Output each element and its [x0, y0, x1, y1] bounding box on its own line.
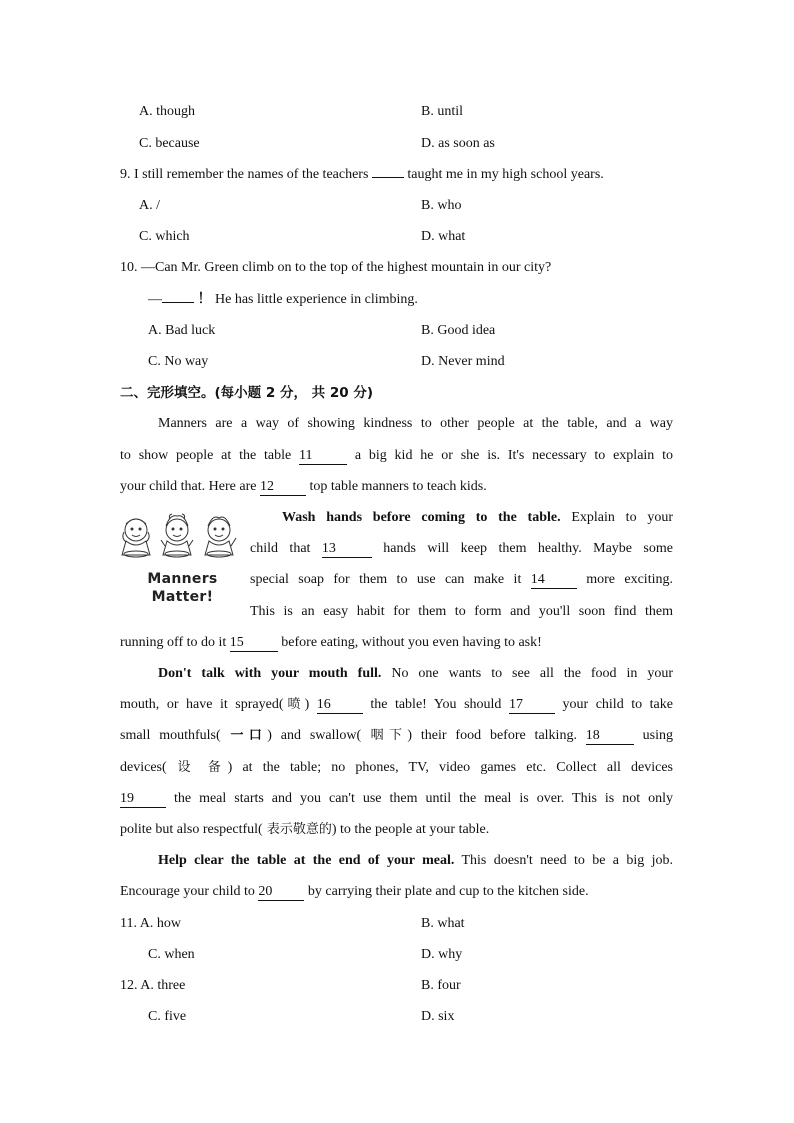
p3-line3-c: ) their food before talking. — [407, 728, 586, 743]
p2-line1 — [282, 509, 673, 527]
p3-line2-cn: 喷 — [283, 697, 305, 712]
q9-stem-pre: 9. I still remember the names of the teachers — [120, 167, 372, 182]
p1-line3-a: your child that. Here are — [120, 479, 260, 494]
p3-line3-cn2: 咽下 — [361, 728, 408, 743]
q10-option-b: B. Good idea — [421, 323, 496, 338]
p4-bold-heading: Help clear the table at the end of your meal. — [158, 853, 455, 868]
p2-line3-a: special soap for them to use can make it — [250, 572, 531, 587]
manners-matter-logo — [140, 570, 225, 606]
p2-line4: This is an easy habit for them to form and you'll soon find them — [250, 604, 673, 619]
blank-17: 17 — [509, 697, 555, 714]
p3-line2 — [120, 696, 673, 714]
q11-option-d: D. why — [421, 947, 463, 962]
blank-16: 16 — [317, 697, 363, 714]
blank-14: 14 — [531, 572, 577, 589]
blank-18: 18 — [586, 728, 634, 745]
q9-option-c: C. which — [139, 229, 190, 244]
p1-line2 — [120, 447, 673, 465]
q12-option-b: B. four — [421, 978, 461, 993]
p3-line6-a: polite but also respectful( — [120, 822, 263, 837]
blank-15: 15 — [230, 635, 278, 652]
logo-line2: Matter! — [151, 589, 214, 605]
p2-line5-b: before eating, without you even having to ask! — [277, 635, 542, 650]
p3-line2-a: mouth, or have it sprayed( — [120, 697, 284, 712]
p3-line4-a: devices( — [120, 760, 167, 775]
p4-line2-b: by carrying their plate and cup to the kitchen side. — [304, 884, 589, 899]
p3-bold-heading: Don't talk with your mouth full. — [158, 666, 382, 681]
p1-line3 — [120, 478, 673, 496]
p3-line1-rest: No one wants to see all the food in your — [381, 666, 674, 681]
logo-line1: Manners — [147, 571, 218, 587]
q12-option-c: C. five — [148, 1009, 187, 1024]
q9-blank — [372, 177, 404, 178]
q10-option-a: A. Bad luck — [148, 323, 216, 338]
blank-19: 19 — [120, 791, 166, 808]
p2-line5 — [120, 634, 673, 652]
q8-option-d: D. as soon as — [421, 136, 495, 151]
blank-13: 13 — [322, 541, 372, 558]
p4-line2-a: Encourage your child to — [120, 884, 259, 899]
q9-stem-post: taught me in my high school years. — [403, 167, 604, 182]
q9-option-b: B. who — [421, 198, 462, 213]
p2-line2 — [250, 540, 673, 558]
p3-line2-b: ) — [304, 697, 317, 712]
q11-option-a: 11. A. how — [120, 916, 181, 931]
p4-line2 — [120, 883, 673, 901]
p3-line2-d: your child to take — [554, 697, 673, 712]
q8-option-b: B. until — [421, 104, 464, 119]
q11-option-b: B. what — [421, 916, 465, 931]
p1-line2-b: a big kid he or she is. It's necessary to explain to — [347, 448, 674, 463]
q8-option-a: A. though — [139, 104, 195, 119]
p2-line3 — [250, 571, 673, 589]
blank-11: 11 — [299, 448, 347, 465]
p3-line3-cn1: 一口 — [220, 728, 268, 743]
q10-reply-text: He has little experience in climbing. — [211, 292, 418, 307]
p3-line4-cn: 设 备 — [166, 760, 228, 775]
q10-reply — [148, 291, 418, 309]
q10-option-c: C. No way — [148, 354, 209, 369]
q9-stem — [120, 166, 604, 184]
p3-line2-c: the table! You should — [362, 697, 509, 712]
p1-line1: Manners are a way of showing kindness to other people at the table, and a way — [158, 416, 673, 431]
p2-line2-a: child that — [250, 541, 322, 556]
p3-line1 — [158, 665, 673, 683]
q10-blank — [162, 302, 194, 303]
q10-reply-dash: — — [148, 292, 162, 307]
p3-line4 — [120, 759, 673, 777]
p3-line3 — [120, 727, 673, 745]
p2-line2-b: hands will keep them healthy. Maybe some — [371, 541, 673, 556]
p4-line1-rest: This doesn't need to be a big job. — [454, 853, 673, 868]
q12-option-d: D. six — [421, 1009, 455, 1024]
q10-stem: 10. —Can Mr. Green climb on to the top of the highest mountain in our city? — [120, 260, 552, 275]
p4-line1 — [158, 852, 673, 870]
q12-option-a: 12. A. three — [120, 978, 186, 993]
p3-line6 — [120, 821, 673, 839]
q10-reply-mark: ！ — [194, 292, 212, 307]
q8-option-c: C. because — [139, 136, 200, 151]
q11-option-c: C. when — [148, 947, 195, 962]
p2-line3-b: more exciting. — [576, 572, 673, 587]
q10-option-d: D. Never mind — [421, 354, 505, 369]
p3-line6-b: ) to the people at your table. — [331, 822, 490, 837]
p2-line5-a: running off to do it — [120, 635, 230, 650]
p1-line2-a: to show people at the table — [120, 448, 300, 463]
p2-bold-heading: Wash hands before coming to the table. — [282, 510, 561, 525]
p3-line6-cn: 表示敬意的 — [262, 822, 332, 837]
blank-20: 20 — [258, 884, 304, 901]
p3-line3-d: using — [633, 728, 673, 743]
p1-line3-b: top table manners to teach kids. — [305, 479, 487, 494]
q9-option-a: A. / — [139, 198, 160, 213]
p3-line5 — [120, 790, 673, 808]
blank-12: 12 — [260, 479, 306, 496]
section-heading: 二、完形填空。(每小题 2 分， 共 20 分) — [120, 385, 374, 401]
p3-line3-b: ) and swallow( — [267, 728, 362, 743]
q9-option-d: D. what — [421, 229, 466, 244]
p2-line1-rest: Explain to your — [560, 510, 673, 525]
p3-line3-a: small mouthfuls( — [120, 728, 221, 743]
p3-line4-b: ) at the table; no phones, TV, video games etc. Collect all devices — [227, 760, 673, 775]
p3-line5-b: the meal starts and you can't use them until the meal is over. This is not only — [166, 791, 673, 806]
